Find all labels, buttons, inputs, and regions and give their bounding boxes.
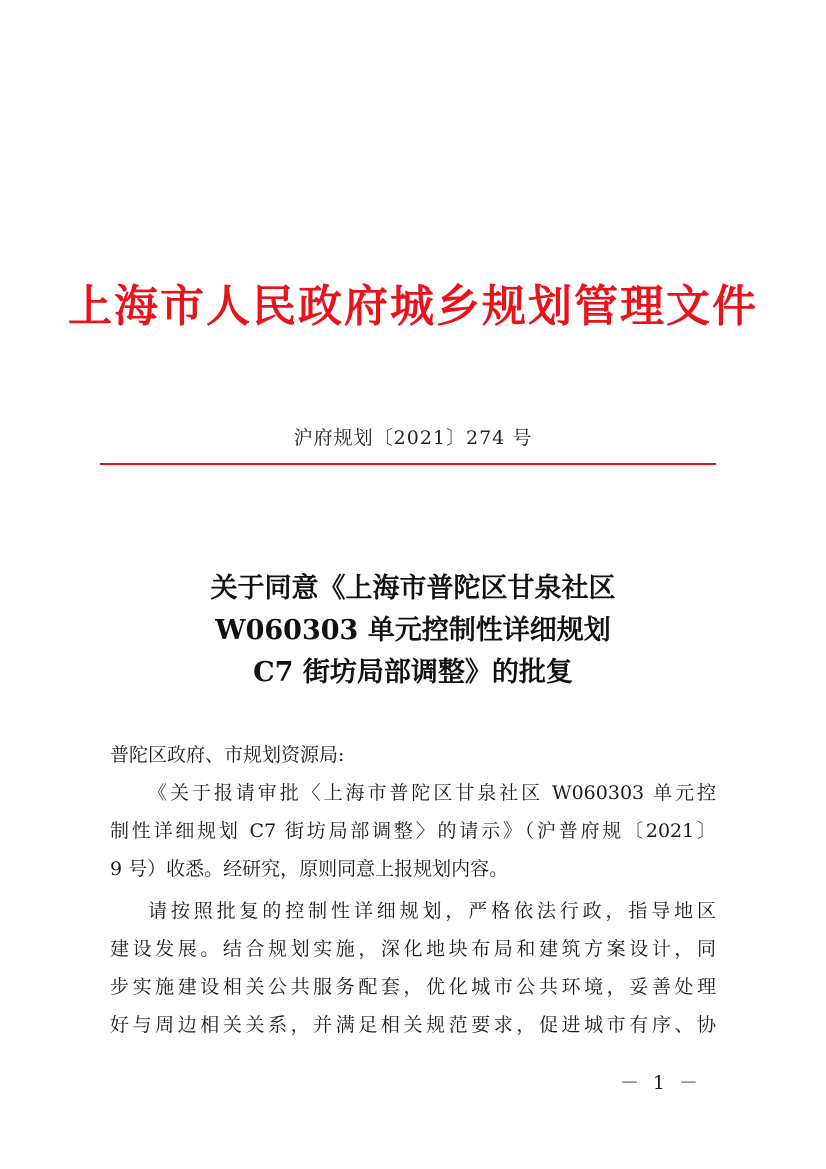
red-divider: [100, 463, 716, 465]
paragraph-2-line-1: 请按照批复的控制性详细规划，严格依法行政，指导地区: [148, 900, 716, 922]
paragraph-2-line-2: 建设发展。结合规划实施，深化地块布局和建筑方案设计，同: [110, 938, 716, 960]
document-body: [110, 736, 716, 1044]
paragraph-1-line-2: 制性详细规划 C7 街坊局部调整〉的请示》（沪普府规〔2021〕: [110, 820, 716, 842]
title-line-1: 关于同意《上海市普陀区甘泉社区: [210, 573, 616, 604]
paragraph-2-line-3: 步实施建设相关公共服务配套，优化城市公共环境，妥善处理: [110, 976, 716, 998]
paragraph-2-line-4: 好与周边相关关系，并满足相关规范要求，促进城市有序、协: [110, 1014, 716, 1036]
title-line-3: C7 街坊局部调整》的批复: [253, 657, 573, 688]
page-number: － 1 －: [619, 1072, 702, 1094]
paragraph-1-line-3: 9 号）收悉。经研究，原则同意上报规划内容。: [110, 858, 509, 880]
masthead-title: 上海市人民政府城乡规划管理文件: [68, 281, 758, 332]
document-number: 沪府规划〔2021〕274 号: [293, 427, 533, 449]
title-line-2: W060303 单元控制性详细规划: [215, 615, 611, 646]
addressee: 普陀区政府、市规划资源局:: [110, 744, 345, 766]
document-title: [0, 568, 826, 694]
paragraph-1-line-1: 《关于报请审批〈上海市普陀区甘泉社区 W060303 单元控: [148, 782, 716, 804]
